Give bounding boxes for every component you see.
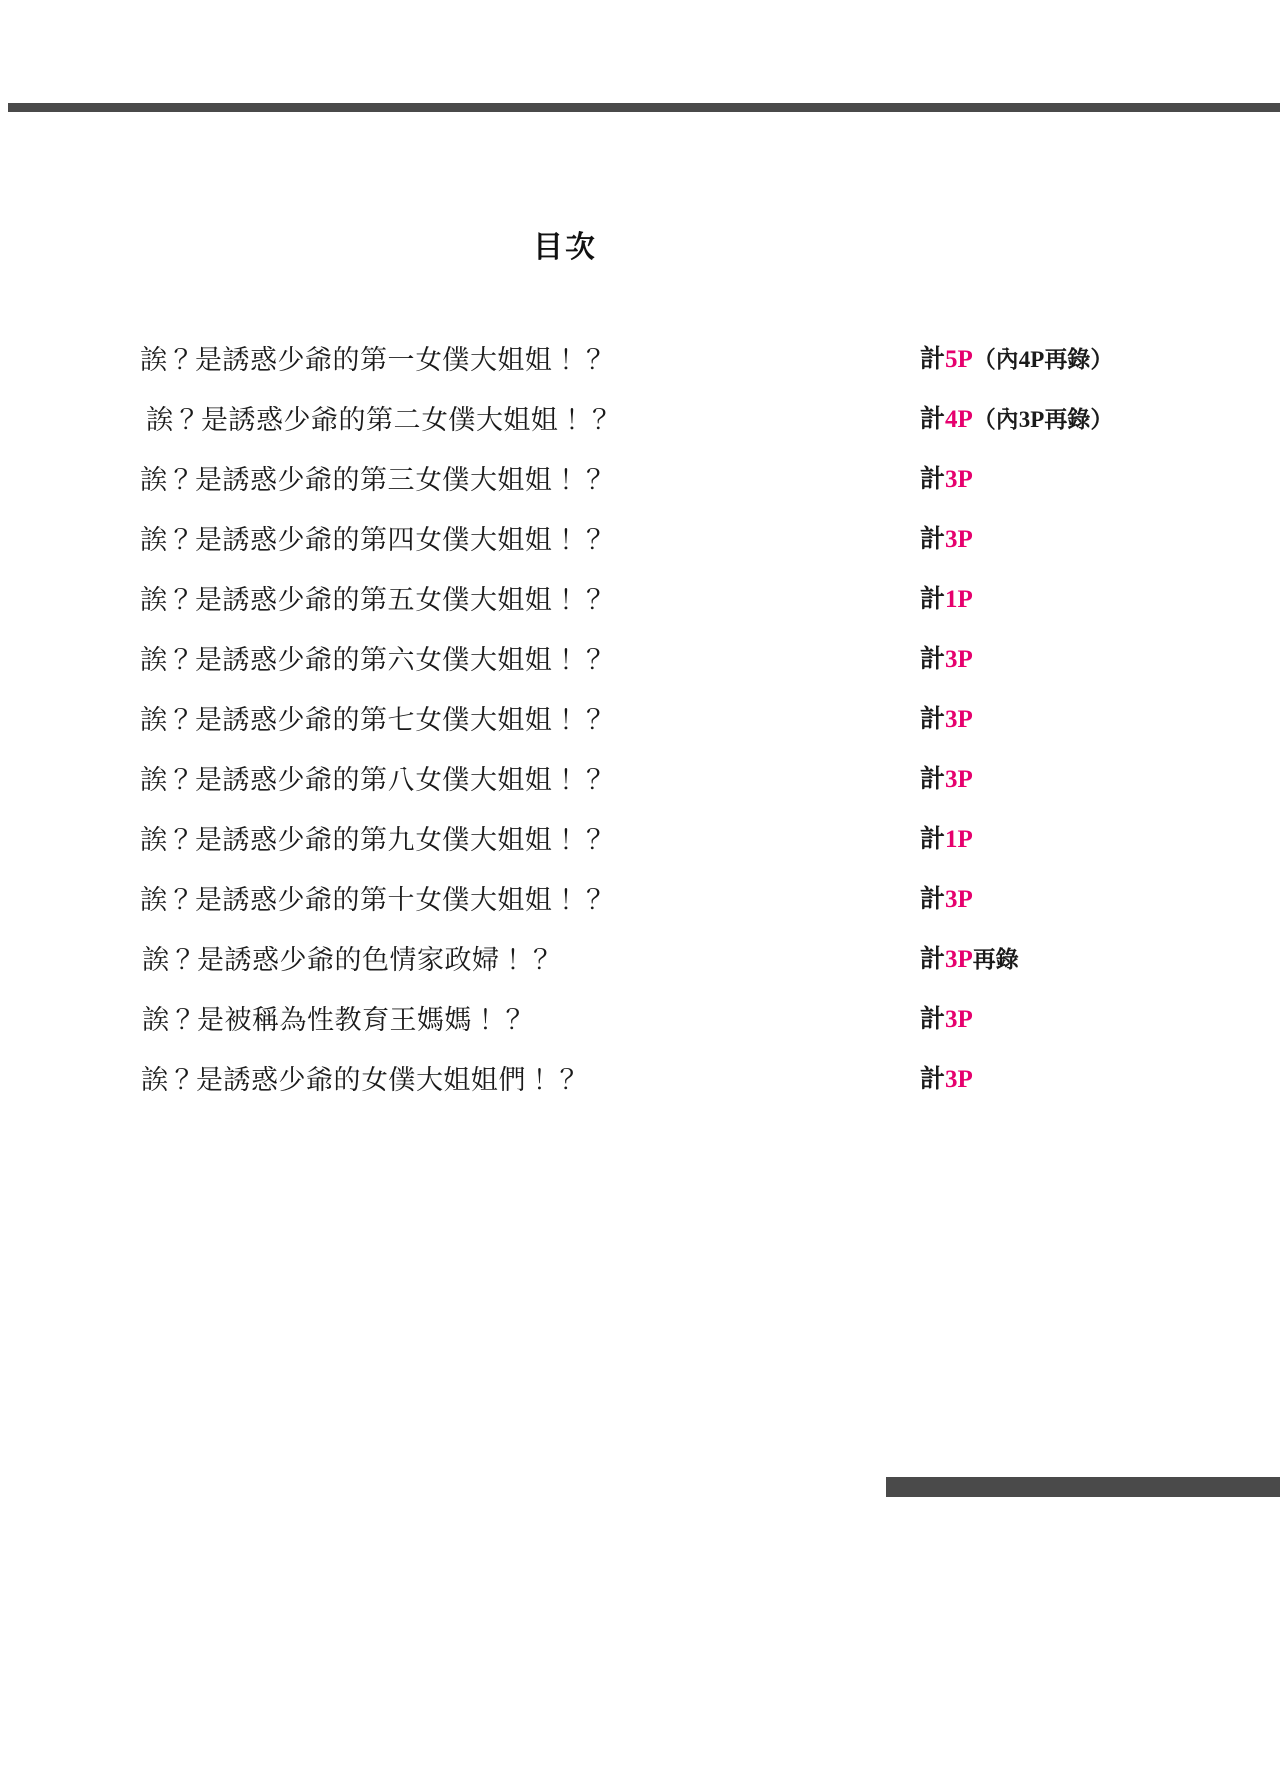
toc-entry-pagecount	[920, 330, 1113, 390]
toc-row	[0, 750, 1280, 810]
count-pages: 3P	[945, 1066, 973, 1093]
count-prefix: 計	[920, 526, 946, 553]
toc-row	[0, 990, 1280, 1050]
count-pages: 3P	[945, 886, 973, 913]
toc-row	[0, 1050, 1280, 1110]
count-pages: 3P	[945, 526, 973, 553]
toc-entry-title: 誒？是誘惑少爺的第三女僕大姐姐！？	[140, 465, 608, 495]
toc-entry-title: 誒？是誘惑少爺的第二女僕大姐姐！？	[146, 405, 614, 435]
toc-entry-pagecount	[920, 750, 973, 810]
count-prefix: 計	[920, 466, 946, 493]
count-prefix: 計	[920, 346, 946, 373]
page-title: 目次	[533, 231, 597, 264]
toc-entry-pagecount	[920, 690, 973, 750]
toc-row	[0, 630, 1280, 690]
count-note: （內4P再錄）	[972, 347, 1114, 372]
count-prefix: 計	[920, 1006, 946, 1033]
toc-entry-title: 誒？是誘惑少爺的第六女僕大姐姐！？	[140, 645, 608, 675]
toc-entry-title: 誒？是被稱為性教育王媽媽！？	[142, 1005, 527, 1035]
count-pages: 3P	[945, 646, 973, 673]
toc-entry-title: 誒？是誘惑少爺的第一女僕大姐姐！？	[140, 345, 608, 375]
toc-entry-pagecount	[920, 930, 1019, 990]
toc-entry-pagecount	[920, 1050, 973, 1110]
toc-entry-title: 誒？是誘惑少爺的第五女僕大姐姐！？	[140, 585, 608, 615]
toc-entry-title: 誒？是誘惑少爺的色情家政婦！？	[142, 945, 555, 975]
count-prefix: 計	[920, 646, 946, 673]
toc-row	[0, 930, 1280, 990]
count-prefix: 計	[920, 886, 946, 913]
count-pages: 3P	[945, 706, 973, 733]
count-prefix: 計	[920, 586, 946, 613]
toc-entry-pagecount	[920, 990, 973, 1050]
table-of-contents	[0, 330, 1280, 1110]
toc-entry-pagecount	[920, 510, 973, 570]
toc-row	[0, 810, 1280, 870]
count-prefix: 計	[920, 406, 946, 433]
count-prefix: 計	[920, 826, 946, 853]
toc-entry-title: 誒？是誘惑少爺的第七女僕大姐姐！？	[140, 705, 608, 735]
count-pages: 3P	[945, 946, 973, 973]
count-note: （內3P再錄）	[972, 407, 1114, 432]
toc-entry-title: 誒？是誘惑少爺的第八女僕大姐姐！？	[140, 765, 608, 795]
count-pages: 1P	[945, 826, 973, 853]
toc-row	[0, 690, 1280, 750]
toc-entry-title: 誒？是誘惑少爺的女僕大姐姐們！？	[141, 1065, 581, 1095]
count-prefix: 計	[920, 1066, 946, 1093]
toc-entry-pagecount	[920, 870, 973, 930]
toc-entry-pagecount	[920, 390, 1113, 450]
footer-tab	[886, 1477, 1280, 1497]
toc-row	[0, 390, 1280, 450]
count-pages: 1P	[945, 586, 973, 613]
toc-entry-pagecount	[920, 630, 973, 690]
toc-entry-title: 誒？是誘惑少爺的第九女僕大姐姐！？	[140, 825, 608, 855]
count-prefix: 計	[920, 946, 946, 973]
count-pages: 4P	[945, 406, 973, 433]
toc-entry-title: 誒？是誘惑少爺的第十女僕大姐姐！？	[140, 885, 608, 915]
header-rule	[8, 103, 1280, 112]
count-pages: 3P	[945, 766, 973, 793]
toc-row	[0, 330, 1280, 390]
toc-entry-pagecount	[920, 570, 973, 630]
count-prefix: 計	[920, 706, 946, 733]
toc-entry-pagecount	[920, 810, 973, 870]
toc-row	[0, 450, 1280, 510]
toc-entry-title: 誒？是誘惑少爺的第四女僕大姐姐！？	[140, 525, 608, 555]
toc-entry-pagecount	[920, 450, 973, 510]
count-pages: 3P	[945, 1006, 973, 1033]
count-prefix: 計	[920, 766, 946, 793]
toc-row	[0, 510, 1280, 570]
toc-row	[0, 570, 1280, 630]
count-pages: 3P	[945, 466, 973, 493]
count-note: 再錄	[972, 947, 1019, 972]
count-pages: 5P	[945, 346, 973, 373]
toc-row	[0, 870, 1280, 930]
